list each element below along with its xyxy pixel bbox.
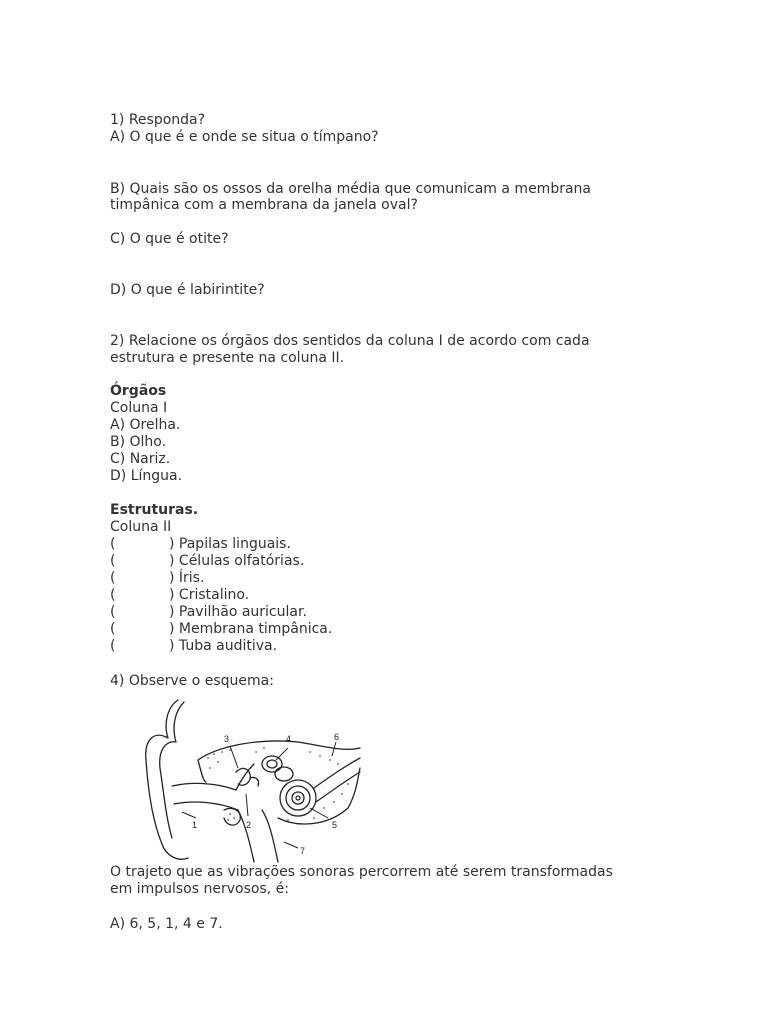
estruturas-heading: Estruturas. <box>110 502 199 518</box>
question-4-title: 4) Observe o esquema: <box>110 673 274 689</box>
estrutura-item <box>110 553 304 570</box>
estrutura-item <box>110 536 291 553</box>
question-1c: C) O que é otite? <box>110 231 229 247</box>
estrutura-label: ) Papilas linguais. <box>169 536 291 552</box>
question-4-prompt-line2: em impulsos nervosos, é: <box>110 881 289 897</box>
estrutura-label: ) Membrana timpânica. <box>169 621 333 637</box>
diagram-label-5: 5 <box>332 820 338 830</box>
estrutura-label: ) Pavilhão auricular. <box>169 604 307 620</box>
question-1d: D) O que é labirintite? <box>110 282 265 298</box>
blank-paren: ( <box>110 638 116 654</box>
diagram-label-1: 1 <box>192 820 198 830</box>
question-4-option-a: A) 6, 5, 1, 4 e 7. <box>110 916 223 932</box>
diagram-label-7: 7 <box>300 846 306 856</box>
blank-paren: ( <box>110 604 116 620</box>
orgaos-heading: Órgãos <box>110 383 167 399</box>
estrutura-label: ) Tuba auditiva. <box>169 638 278 654</box>
diagram-label-2: 2 <box>246 820 252 830</box>
question-2-intro-line1: 2) Relacione os órgãos dos sentidos da coluna I de acordo com cada <box>110 333 590 349</box>
estrutura-item <box>110 587 249 604</box>
diagram-label-4: 4 <box>286 734 292 744</box>
blank-paren: ( <box>110 553 116 569</box>
question-1-title: 1) Responda? <box>110 112 206 128</box>
question-1a: A) O que é e onde se situa o tímpano? <box>110 129 379 145</box>
diagram-label-3: 3 <box>224 734 230 744</box>
question-1b-line2: timpânica com a membrana da janela oval? <box>110 197 418 213</box>
question-4-prompt-line1: O trajeto que as vibrações sonoras percorrem até serem transformadas <box>110 864 613 880</box>
estrutura-item <box>110 604 307 621</box>
question-1b-line1: B) Quais são os ossos da orelha média que comunicam a membrana <box>110 181 591 197</box>
blank-paren: ( <box>110 570 116 586</box>
question-2-intro-line2: estrutura e presente na coluna II. <box>110 350 345 366</box>
estrutura-label: ) Íris. <box>169 570 205 586</box>
estrutura-item <box>110 570 204 587</box>
orgao-item: A) Orelha. <box>110 417 181 433</box>
orgao-item: B) Olho. <box>110 434 167 450</box>
blank-paren: ( <box>110 621 116 637</box>
estrutura-item <box>110 638 277 655</box>
coluna-1-label: Coluna I <box>110 400 168 416</box>
blank-paren: ( <box>110 536 116 552</box>
estrutura-label: ) Cristalino. <box>169 587 250 603</box>
diagram-label-6: 6 <box>334 732 340 742</box>
orgao-item: D) Língua. <box>110 468 183 484</box>
orgao-item: C) Nariz. <box>110 451 171 467</box>
blank-paren: ( <box>110 587 116 603</box>
estrutura-item <box>110 621 332 638</box>
estrutura-label: ) Células olfatórias. <box>169 553 305 569</box>
coluna-2-label: Coluna II <box>110 519 172 535</box>
ear-anatomy-diagram <box>138 698 366 864</box>
